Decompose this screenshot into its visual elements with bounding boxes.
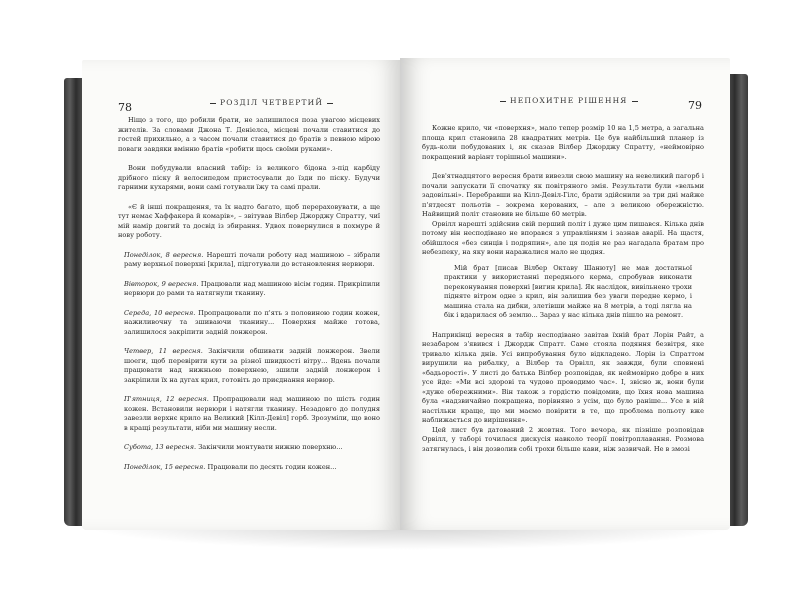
paragraph: Дев'ятнадцятого вересня брати вивезли свою машину на невеликий пагорб і почали запускати її спочатку як повітряного змія. Результати були «вельми задовільні». Перебравши на Кілл-Девіл-Гілс, брати здійснили за три дні майже п'ятдесят польотів – зокрема керованих, – але з великою обережністю. Найвищий політ становив не більше 60 метрів. bbox=[422, 172, 704, 218]
paragraph: Кожне крило, чи «поверхня», мало тепер розмір 10 на 1,5 метра, а загальна площа крил становила 28 квадратних метрів. Це був найбільший планер із будь-коли побудованих і, як сказав Вілбер Джорджу Спратту, «неймовірно покращений варіант торішньої машини». bbox=[422, 124, 704, 161]
block-quote bbox=[444, 264, 692, 321]
diary-text: Нарешті почали роботу над машиною – зібрали раму верхньої поверхні [крила], підготували до встановлення нервюри. bbox=[124, 250, 380, 268]
diary-day: Понеділок, 8 вересня. bbox=[124, 250, 204, 259]
diary-day: Четвер, 11 вересня. bbox=[124, 347, 203, 355]
running-head-rule bbox=[327, 103, 333, 104]
left-running-head bbox=[206, 98, 337, 107]
paragraph: Ніщо з того, що робили брати, не залишилося поза увагою місцевих жителів. За словами Джона Т. Деніелса, місцеві почали ставитися до гостей прихильно, а з часом почали ставитися до братів з певною мірою поваги завдяки вмінню братів «робити щось своїми руками». bbox=[118, 116, 380, 153]
running-head-rule bbox=[632, 101, 638, 102]
diary-text: Пропрацювали по п'ять з половиною годин кожен, нажиливочну та зшиваючи тканину... Поверхня майже готова, залишилося закріпити задній лонжерон. bbox=[124, 308, 380, 336]
paragraph: Вони побудували власний табір: із великого бідона з-під карбіду дрібного піску й велосипедом пристосували до їзди по піску. Будучи гарними кухарями, вони самі готували їжу та самі прали. bbox=[118, 164, 380, 191]
diary-day: Понеділок, 15 вересня. bbox=[124, 462, 206, 471]
left-page-number: 78 bbox=[118, 101, 132, 114]
right-running-head-text: НЕПОХИТНЕ РІШЕННЯ bbox=[510, 96, 628, 105]
diary-day: П'ятниця, 12 вересня. bbox=[124, 395, 209, 403]
left-page bbox=[82, 60, 400, 530]
left-running-head-text: РОЗДІЛ ЧЕТВЕРТИЙ bbox=[220, 98, 324, 107]
running-head-rule bbox=[500, 101, 506, 102]
diary-text: Працювали над машиною вісім годин. Прикріпили нервюри до рами та натягнули тканину. bbox=[124, 279, 380, 297]
diary-day: Середа, 10 вересня. bbox=[124, 308, 196, 317]
diary-entry bbox=[118, 443, 380, 453]
diary-entry bbox=[118, 280, 380, 299]
paragraph: Цей лист був датований 2 жовтня. Того вечора, як пізніше розповідав Орвілл, у таборі точилася дискусія навколо теорії повітроплавання. Розмова затягнулась, і він дозволив собі трохи більше кави, ніж зазвичай. Не в змозі bbox=[422, 425, 704, 453]
diary-text: Працювали по десять годин кожен... bbox=[207, 462, 337, 471]
diary-entry bbox=[118, 463, 380, 473]
diary-day: Вівторок, 9 вересня. bbox=[124, 279, 199, 288]
diary-entry bbox=[118, 347, 380, 385]
quote-paragraph: Мій брат [писав Вілбер Октаву Шанюту] не мав достатньої практики у використанні переднього керма, спробував виконати переконування поверхні [вигин крила]. Як наслідок, вивільнено трохи підняте вітром одне з крил, він залишив без уваги передне кермо, і машина стала на дибки, злетівши майже на 8 метрів, а тоді лягла на бік і вдарилася об землю... Зараз у нас кілька днів пішло на ремонт. bbox=[444, 263, 692, 319]
diary-text: Закінчили монтувати нижню поверхню... bbox=[198, 443, 343, 451]
paragraph: «Є й інші покращення, та їх надто багато, щоб перераховувати, а ще тут немає Хаффакера й комарів», – звітував Вілбер Джорджу Спратту, чиї мій намір довгий та досвід із збирання. Удвох повернулися в похмуре й нову роботу. bbox=[118, 202, 380, 239]
right-page-number: 79 bbox=[688, 99, 702, 112]
diary-text: Закінчили обшивати задній лонжерон. Звели шоеги, щоб перевірити кути за різної швидкості вітру... Вдень почали працювати над нижньою поверхнею, зшили задній лонжерон і закріпили їх на дугах крил, готовіть до приєднання нервюр. bbox=[124, 347, 380, 384]
right-page bbox=[400, 58, 730, 530]
paragraph: Орвілл нарешті здійснив свій перший політ і дуже цим пишався. Кілька днів потому він несподівано не впорався з управлінням і зазнав аварії. На щастя, обійшлося «без синців і подряпин», але ця подія не раз нагадала братам про небезпеку, на яку вони наражалися мало не щодня. bbox=[422, 219, 704, 256]
page-stack-left bbox=[64, 78, 84, 526]
diary-entry bbox=[118, 251, 380, 270]
left-page-text bbox=[118, 116, 380, 482]
right-running-head bbox=[496, 96, 642, 105]
diary-entry bbox=[118, 309, 380, 338]
paragraph: Наприкінці вересня в табір несподівано завітав їхній брат Лорін Райт, а незабаром з'явився і Джордж Спратт. Саме стояла подяння безвітря, яке тривало кілька днів. Усі випробування було відкладено. Лорін із Спраттом вирушили на рибалку, а Вілбер та Орвілл, як завжди, були сповнені «бадьорості». У листі до батька Вілбер розповідав, як неймовірно добре в них усе йде: «Ми всі здорові та чудово проводимо час». І, звісно ж, вони були «дуже обережними». Він також з гордістю повідомив, що їхня нова машина була «надзвичайно покращена, порівняно з усім, що було раніше... Усе в ній настільки краще, що ми маємо повірити в те, що проблема польоту вже наближається до вирішення». bbox=[422, 330, 704, 424]
diary-text: Пропрацювали над машиною по шість годин кожен. Встановили нервюри і натягли тканину. Незадовго до полудня завезли верхнє крило на Великий [Кілл-Девіл] горб. Зрозуміли, що воно в кращі результати, ніби ми машину несли. bbox=[124, 395, 380, 432]
running-head-rule bbox=[210, 103, 216, 104]
right-page-text bbox=[422, 124, 704, 454]
diary-entry bbox=[118, 395, 380, 433]
diary-day: Субота, 13 вересня. bbox=[124, 443, 197, 451]
